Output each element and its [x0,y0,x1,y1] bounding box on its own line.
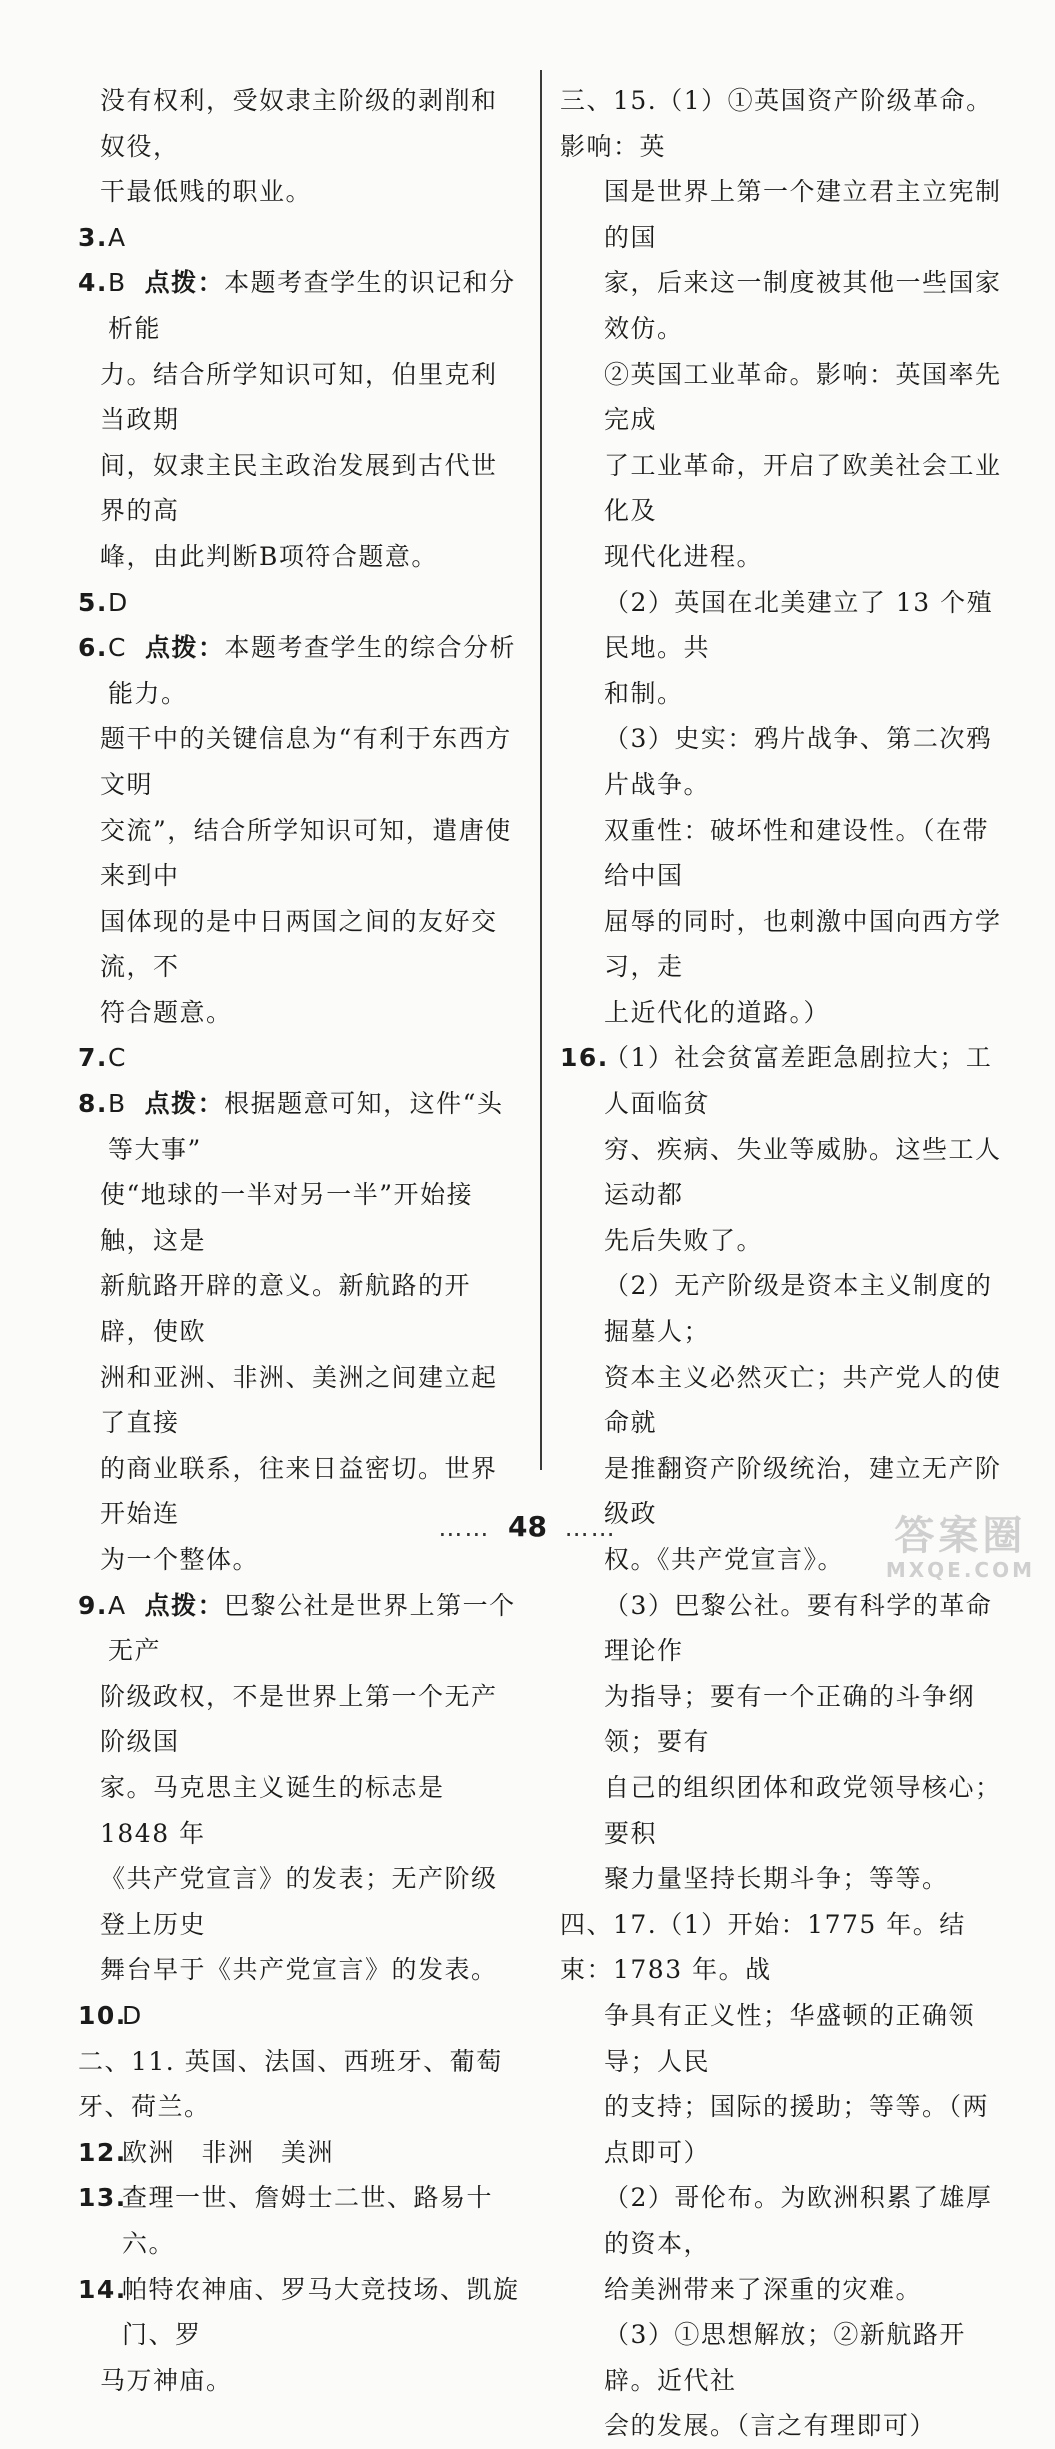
continuation-line: （2）英国在北美建立了 13 个殖民地。共 [604,587,994,663]
answer-line [78,1081,520,1172]
continuation-line: 力。结合所学知识可知，伯里克利当政期 [100,359,498,435]
continuation-line: 使“地球的一半对另一半”开始接触，这是 [100,1180,474,1255]
continuation-line: 符合题意。 [100,997,233,1027]
answer-text: 帕特农神庙、罗马大竞技场、凯旋门、罗 [122,2274,520,2350]
continuation-line: 家。马克思主义诞生的标志是 1848 年 [100,1772,445,1848]
answer-text: 查理一世、詹姆士二世、路易十六。 [122,2183,494,2258]
footer-dots-left: …… [438,1514,491,1542]
question-number: 7. [78,1043,108,1073]
continuation-line: 新航路开辟的意义。新航路的开辟，使欧 [100,1271,472,1347]
question-number: 6. [78,633,108,663]
continuation-line: 没有权利，受奴隶主阶级的剥削和奴役， [100,86,498,161]
continuation-line: 现代化进程。 [604,541,764,571]
answer-choice: D [108,587,129,617]
continuation-line: 的商业联系，往来日益密切。世界开始连 [100,1453,498,1529]
left-column [78,78,520,2403]
continuation-line: 为指导；要有一个正确的斗争纲领；要有 [604,1681,976,1757]
question-number: 12. [78,2137,127,2167]
continuation-line: 了工业革命，开启了欧美社会工业化及 [604,450,1002,526]
question-number: 14. [78,2274,127,2304]
question-number: 4. [78,268,108,298]
answer-item [78,1081,520,1172]
question-number: 8. [78,1089,108,1119]
answer-text: 欧洲 非洲 美洲 [122,2137,335,2167]
answer-choice: C [108,1043,127,1073]
answer-line [78,215,520,261]
continuation-line: 题干中的关键信息为“有利于东西方文明 [100,724,512,799]
watermark-logo [886,1514,1035,1582]
continuation-line: 舞台早于《共产党宣言》的发表。 [100,1955,498,1985]
continuation-line: ②英国工业革命。影响：英国率先完成 [604,359,1002,435]
answer-line [78,625,520,716]
continuation-line: 是推翻资产阶级统治，建立无产阶级政 [604,1453,1002,1529]
answer-choice: B [108,268,127,298]
answer-line [78,2175,520,2266]
answer-choice: A [108,222,127,252]
answer-line [78,2267,520,2358]
continuation-line: 为一个整体。 [100,1545,260,1574]
hint-label: 点拨： [144,1590,225,1620]
watermark-url: MXQE.COM [885,1558,1035,1582]
continuation-line: 和制。 [604,678,684,708]
answer-item [78,625,520,716]
continuation-line: 间，奴隶主民主政治发展到古代世界的高 [100,450,498,526]
continuation-line: 峰，由此判断B项符合题意。 [100,541,438,571]
continuation-line: （3）史实：鸦片战争、第二次鸦片战争。 [604,724,993,799]
continuation-line: 穷、疾病、失业等威胁。这些工人运动都 [604,1134,1002,1210]
answer-line [78,580,520,626]
answer-text: 本题考查学生的识记和分析能 [108,268,516,343]
answer-line [78,260,520,351]
continuation-line: （3）巴黎公社。要有科学的革命理论作 [604,1590,993,1666]
continuation-line: 马万神庙。 [100,2365,233,2395]
hint-label: 点拨： [144,1089,225,1119]
column-divider [540,70,542,1470]
question-number: 16. [560,1043,609,1073]
continuation-line: （3）①思想解放；②新航路开辟。近代社 [604,2320,966,2395]
answer-text: 根据题意可知，这件“头等大事” [108,1089,504,1164]
hint-label: 点拨： [144,268,225,298]
question-number: 5. [78,587,108,617]
continuation-line: （2）无产阶级是资本主义制度的掘墓人； [604,1271,993,1347]
answer-line [78,1583,520,1674]
continuation-line: 上近代化的道路。） [604,997,831,1027]
section-line: 四、17.（1）开始：1775 年。结束：1783 年。战 [560,1909,966,1985]
answer-line [78,1035,520,1081]
continuation-line: 会的发展。（言之有理即可） [604,2411,937,2441]
continuation-line: 屈辱的同时，也刺激中国向西方学习，走 [604,906,1002,982]
answer-item [78,580,520,626]
answer-text: 本题考查学生的综合分析能力。 [108,633,516,708]
continuation-line: 国是世界上第一个建立君主立宪制的国 [604,177,1002,252]
question-number: 10. [78,2000,127,2030]
continuation-line: （2）哥伦布。为欧洲积累了雄厚的资本， [604,2183,993,2258]
answer-choice: D [122,2000,143,2030]
answer-line [560,1035,1008,1126]
question-number: 13. [78,2183,127,2213]
continuation-line: 自己的组织团体和政党领导核心；要积 [604,1772,1002,1848]
question-number: 9. [78,1590,108,1620]
answer-item [560,1035,1008,1126]
answer-text: 巴黎公社是世界上第一个无产 [108,1590,516,1666]
watermark-text: 答案圈 [894,1513,1027,1559]
answer-item [78,1583,520,1674]
continuation-line: 资本主义必然灭亡；共产党人的使命就 [604,1362,1002,1438]
continuation-line: 家，后来这一制度被其他一些国家效仿。 [604,268,1002,343]
right-column [560,78,1008,2449]
continuation-line: 先后失败了。 [604,1225,764,1255]
continuation-line: 《共产党宣言》的发表；无产阶级登上历史 [100,1864,498,1939]
continuation-line: 阶级政权，不是世界上第一个无产阶级国 [100,1681,498,1757]
page-number: 48 [508,1510,547,1543]
answer-item [78,215,520,261]
hint-label: 点拨： [144,633,225,663]
answer-choice: B [108,1089,127,1119]
continuation-line: 争具有正义性；华盛顿的正确领导；人民 [604,2000,976,2076]
continuation-line: 国体现的是中日两国之间的友好交流，不 [100,906,498,982]
answer-item [78,1993,520,2039]
section-line: 二、11. 英国、法国、西班牙、葡萄牙、荷兰。 [78,2046,503,2122]
continuation-line: 洲和亚洲、非洲、美洲之间建立起了直接 [100,1362,498,1438]
question-number: 3. [78,222,108,252]
answer-item [78,2267,520,2358]
answer-item [78,2130,520,2176]
answer-item [78,260,520,351]
continuation-line: 交流”，结合所学知识可知，遣唐使来到中 [100,815,512,891]
answer-item [78,2175,520,2266]
answer-text: （1）社会贫富差距急剧拉大；工人面临贫 [604,1043,993,1119]
continuation-line: 聚力量坚持长期斗争；等等。 [604,1864,949,1894]
answer-choice: A [108,1590,127,1620]
answer-line [78,2130,520,2176]
continuation-line: 干最低贱的职业。 [100,177,313,207]
answer-line [78,1993,520,2039]
answer-item [78,1035,520,1081]
answer-choice: C [108,633,127,663]
footer-dots-right: …… [564,1514,617,1542]
continuation-line: 权。《共产党宣言》。 [604,1545,845,1574]
section-line: 三、15.（1）①英国资产阶级革命。影响：英 [560,86,993,161]
continuation-line: 的支持；国际的援助；等等。（两点即可） [604,2092,990,2167]
continuation-line: 双重性：破坏性和建设性。（在带给中国 [604,815,990,891]
continuation-line: 给美洲带来了深重的灾难。 [604,2274,923,2304]
